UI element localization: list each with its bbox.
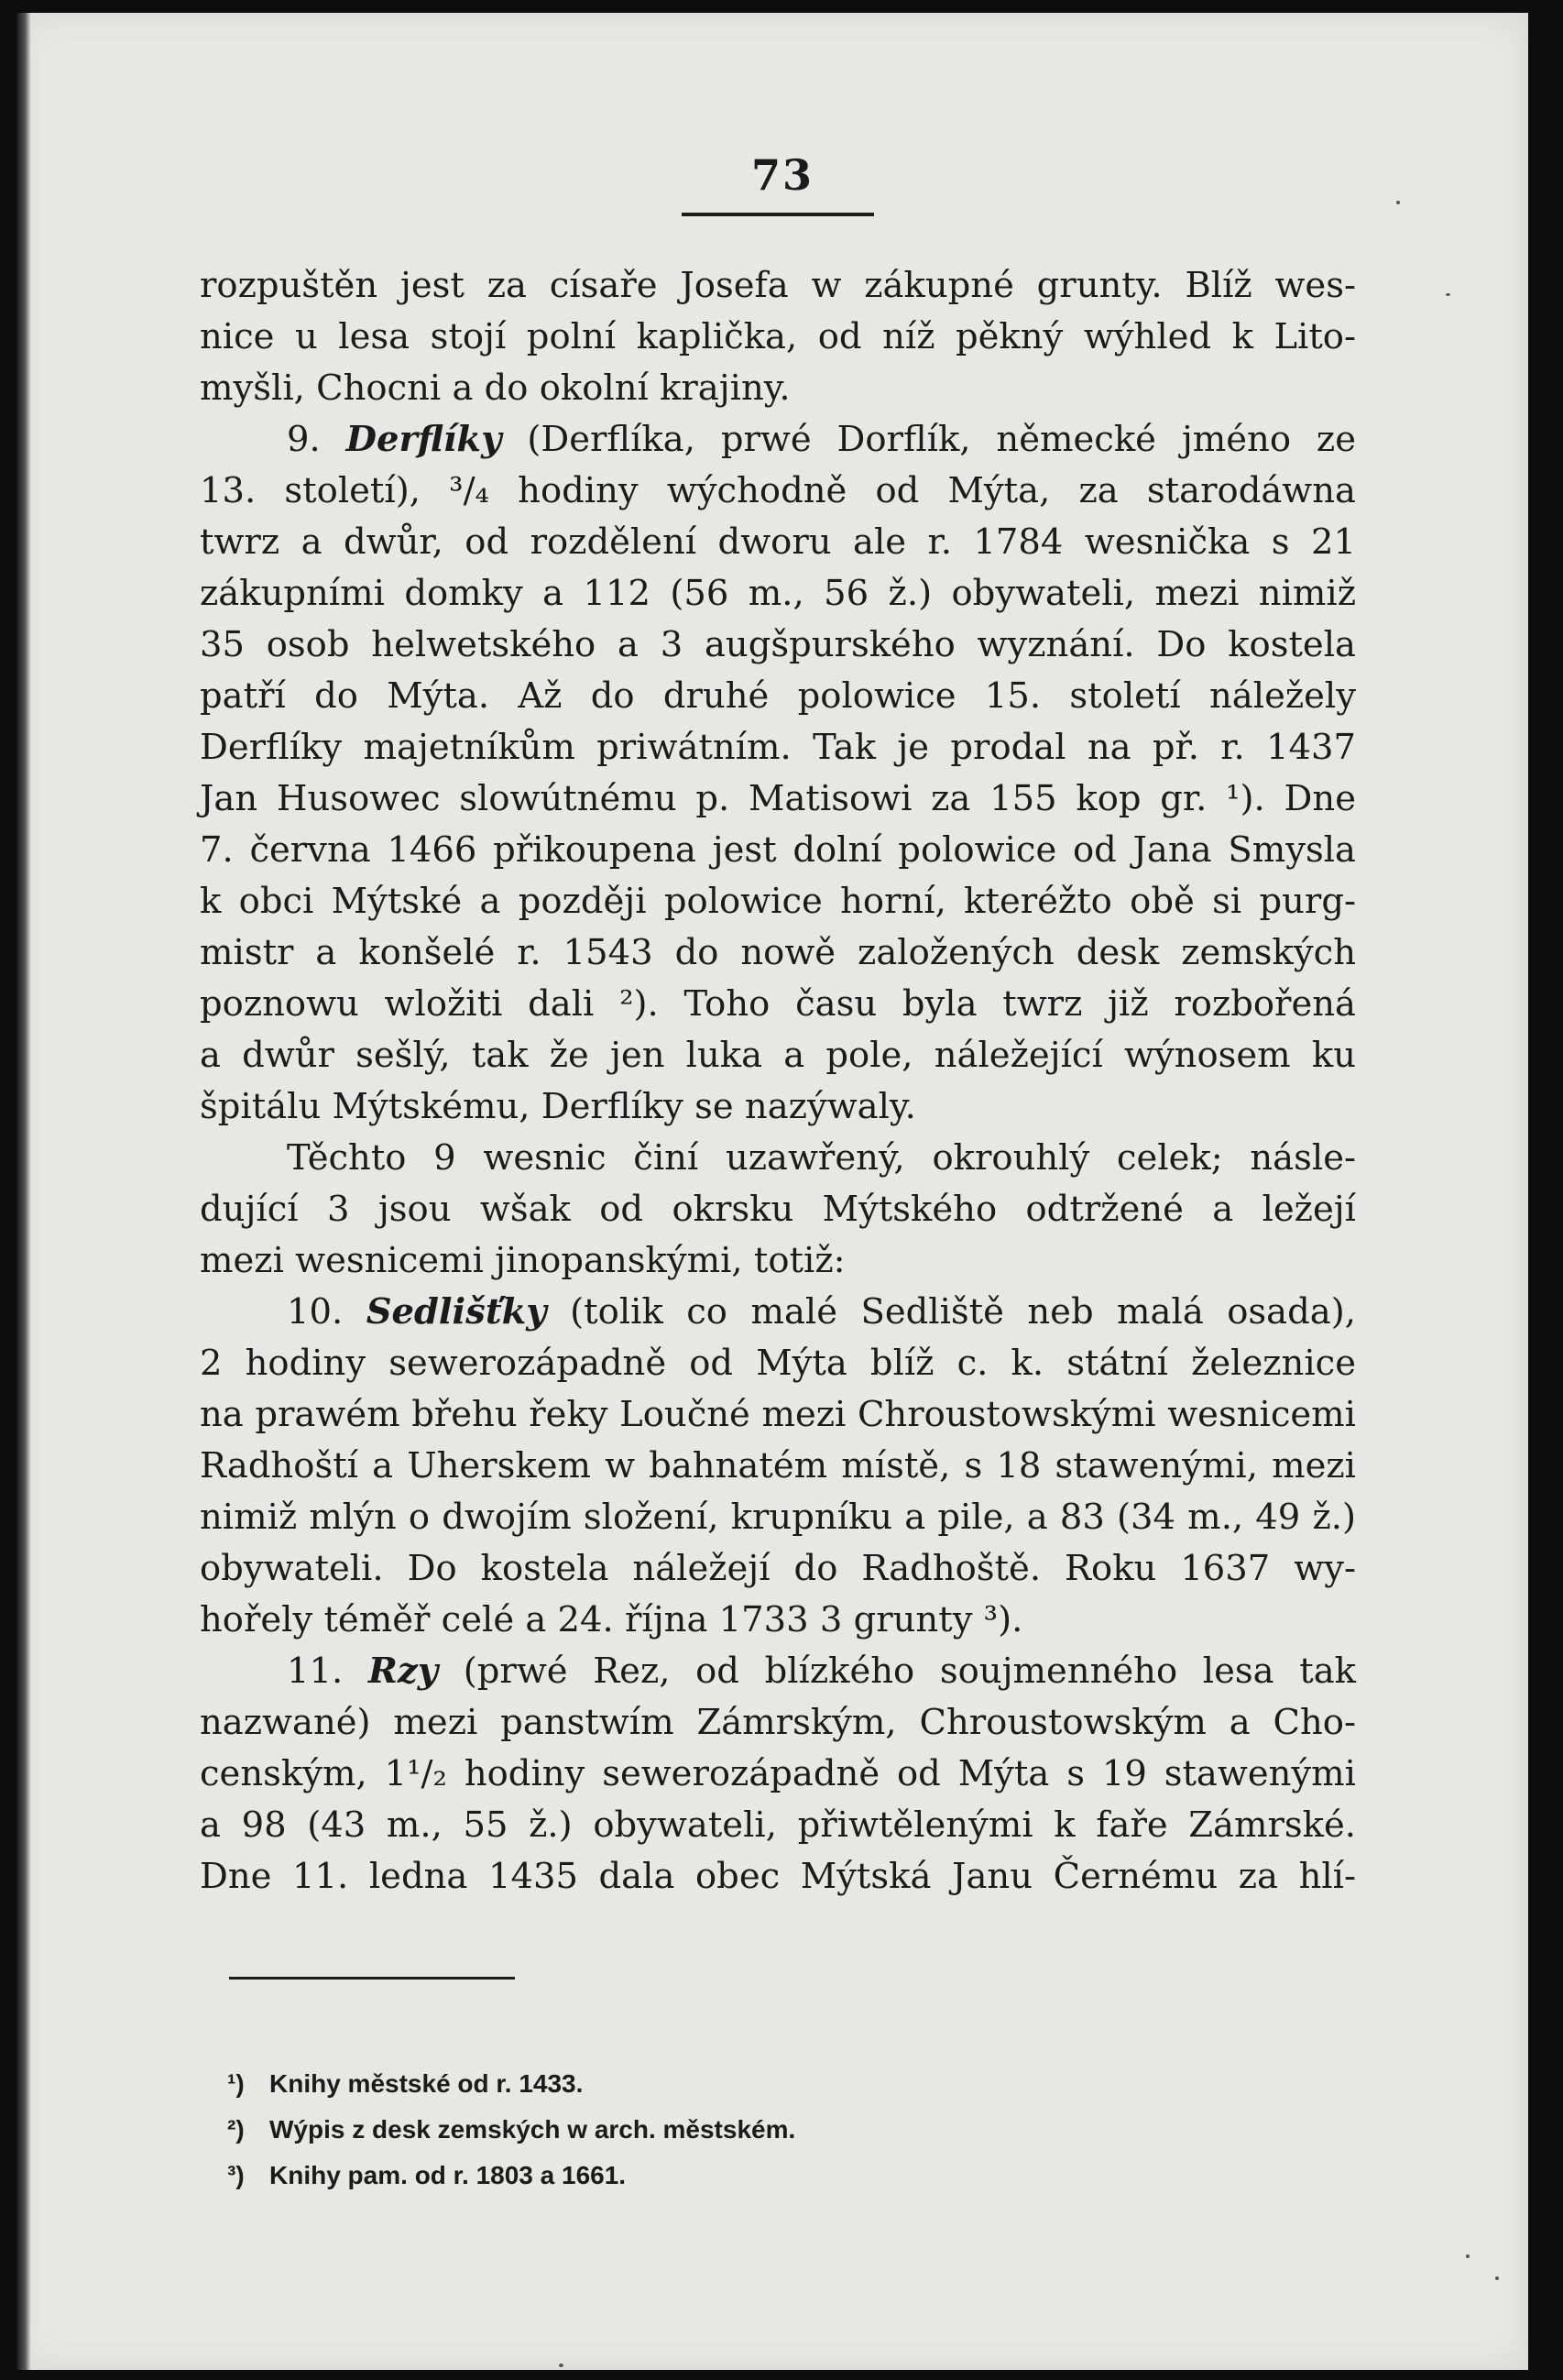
entry-number: 9. [287,419,321,460]
text-line [200,1287,1356,1338]
text-line: a 98 (43 m., 55 ž.) obywateli, přiwtělenými k faře Zámrské. [200,1804,1356,1846]
page-number: 73 [750,150,814,200]
footnote-mark: ³) [227,2161,245,2189]
paper-speck [1466,2254,1470,2258]
text-line: 2 hodiny sewerozápadně od Mýta blíž c. k. státní železnice [200,1343,1356,1384]
paper-speck [1495,2276,1499,2280]
text-line: hořely téměř celé a 24. října 1733 3 grunty ³). [200,1599,1023,1640]
text-line: a dwůr sešlý, tak že jen luka a pole, náležející wýnosem ku [200,1035,1356,1076]
text-line: nice u lesa stojí polní kaplička, od níž pěkný wýhled k Lito- [200,316,1356,357]
paper-speck [1396,201,1400,204]
text-fragment: (Derflíka, prwé Dorflík, německé jméno ze [527,419,1356,460]
footnote [227,2107,1052,2153]
footnote-text: Knihy pam. od r. 1803 a 1661. [269,2161,627,2189]
text-line: Radhoští a Uherskem w bahnatém místě, s 18 stawenými, mezi [200,1445,1356,1486]
text-line [200,414,1356,466]
text-line: mistr a konšelé r. 1543 do nowě založených desk zemských [200,932,1356,973]
text-line: patří do Mýta. Až do druhé polowice 15. století náležely [200,675,1356,717]
footnote [227,2153,1052,2199]
text-fragment: (tolik co malé Sedliště neb malá osada), [570,1291,1356,1333]
paragraph-continuation [200,260,1356,414]
paper-speck [1446,293,1450,296]
paper-speck [559,2364,563,2367]
text-line [200,1646,1356,1697]
page-binding-edge [16,13,31,2370]
text-line: twrz a dwůr, od rozdělení dworu ale r. 1784 wesnička s 21 [200,521,1356,563]
entry-number: 11. [287,1651,344,1692]
text-line: cenským, 1¹/₂ hodiny sewerozápadně od Mýta s 19 stawenými [200,1753,1356,1794]
place-name: Sedlišťky [366,1291,547,1333]
place-name: Derflíky [345,419,502,460]
footnotes [227,2061,1052,2199]
book-page [16,13,1528,2370]
text-line: Těchto 9 wesnic činí uzawřený, okrouhlý celek; násle- [287,1137,1356,1179]
page-number-rule [682,213,874,216]
paragraph-rzy [200,1646,1356,1903]
footnote-mark: ²) [227,2115,245,2144]
text-line: myšli, Chocni a do okolní krajiny. [200,367,791,409]
text-line: rozpuštěn jest za císaře Josefa w zákupné grunty. Blíž wes- [200,265,1356,306]
text-line: poznowu wložiti dali ²). Toho času byla twrz již rozbořená [200,983,1356,1025]
footnote-text: Wýpis z desk zemských w arch. městském. [269,2115,796,2144]
text-line: Derflíky majetníkům priwátním. Tak je prodal na př. r. 1437 [200,727,1356,768]
text-line: k obci Mýtské a později polowice horní, kteréžto obě si purg- [200,881,1356,922]
text-line: Jan Husowec slowútnému p. Matisowi za 155 kop gr. ¹). Dne [200,778,1356,819]
text-line: zákupními domky a 112 (56 m., 56 ž.) obywateli, mezi nimiž [200,573,1356,614]
text-line: nimiž mlýn o dwojím složení, krupníku a pile, a 83 (34 m., 49 ž.) [200,1497,1356,1538]
text-line: obywateli. Do kostela náležejí do Radhoště. Roku 1637 wy- [200,1548,1356,1589]
text-line: 13. století), ³/₄ hodiny wýchodně od Mýta, za starodáwna [200,470,1356,511]
text-line: Dne 11. ledna 1435 dala obec Mýtská Janu Černému za hlí- [200,1856,1356,1897]
paragraph-summary [200,1133,1356,1287]
footnote-rule [229,1977,515,1980]
text-line: špitálu Mýtskému, Derflíky se nazýwaly. [200,1086,916,1127]
footnote [227,2061,1052,2107]
text-line: mezi wesnicemi jinopanskými, totiž: [200,1240,846,1281]
paragraph-sedlistky [200,1287,1356,1646]
body-text [200,260,1356,1903]
paragraph-derfliky [200,414,1356,1133]
footnote-text: Knihy městské od r. 1433. [269,2069,584,2098]
footnote-mark: ¹) [227,2069,245,2098]
text-line: dující 3 jsou wšak od okrsku Mýtského odtržené a ležejí [200,1189,1356,1230]
place-name: Rzy [367,1651,439,1692]
text-line: na prawém břehu řeky Loučné mezi Chroustowskými wesnicemi [200,1394,1356,1435]
entry-number: 10. [287,1291,344,1333]
text-line: 7. června 1466 přikoupena jest dolní polowice od Jana Smysla [200,829,1356,871]
text-fragment: (prwé Rez, od blízkého soujmenného lesa tak [463,1651,1356,1692]
text-line: 35 osob helwetského a 3 augšpurského wyznání. Do kostela [200,624,1356,665]
text-line: nazwané) mezi panstwím Zámrským, Chroustowským a Cho- [200,1702,1356,1743]
